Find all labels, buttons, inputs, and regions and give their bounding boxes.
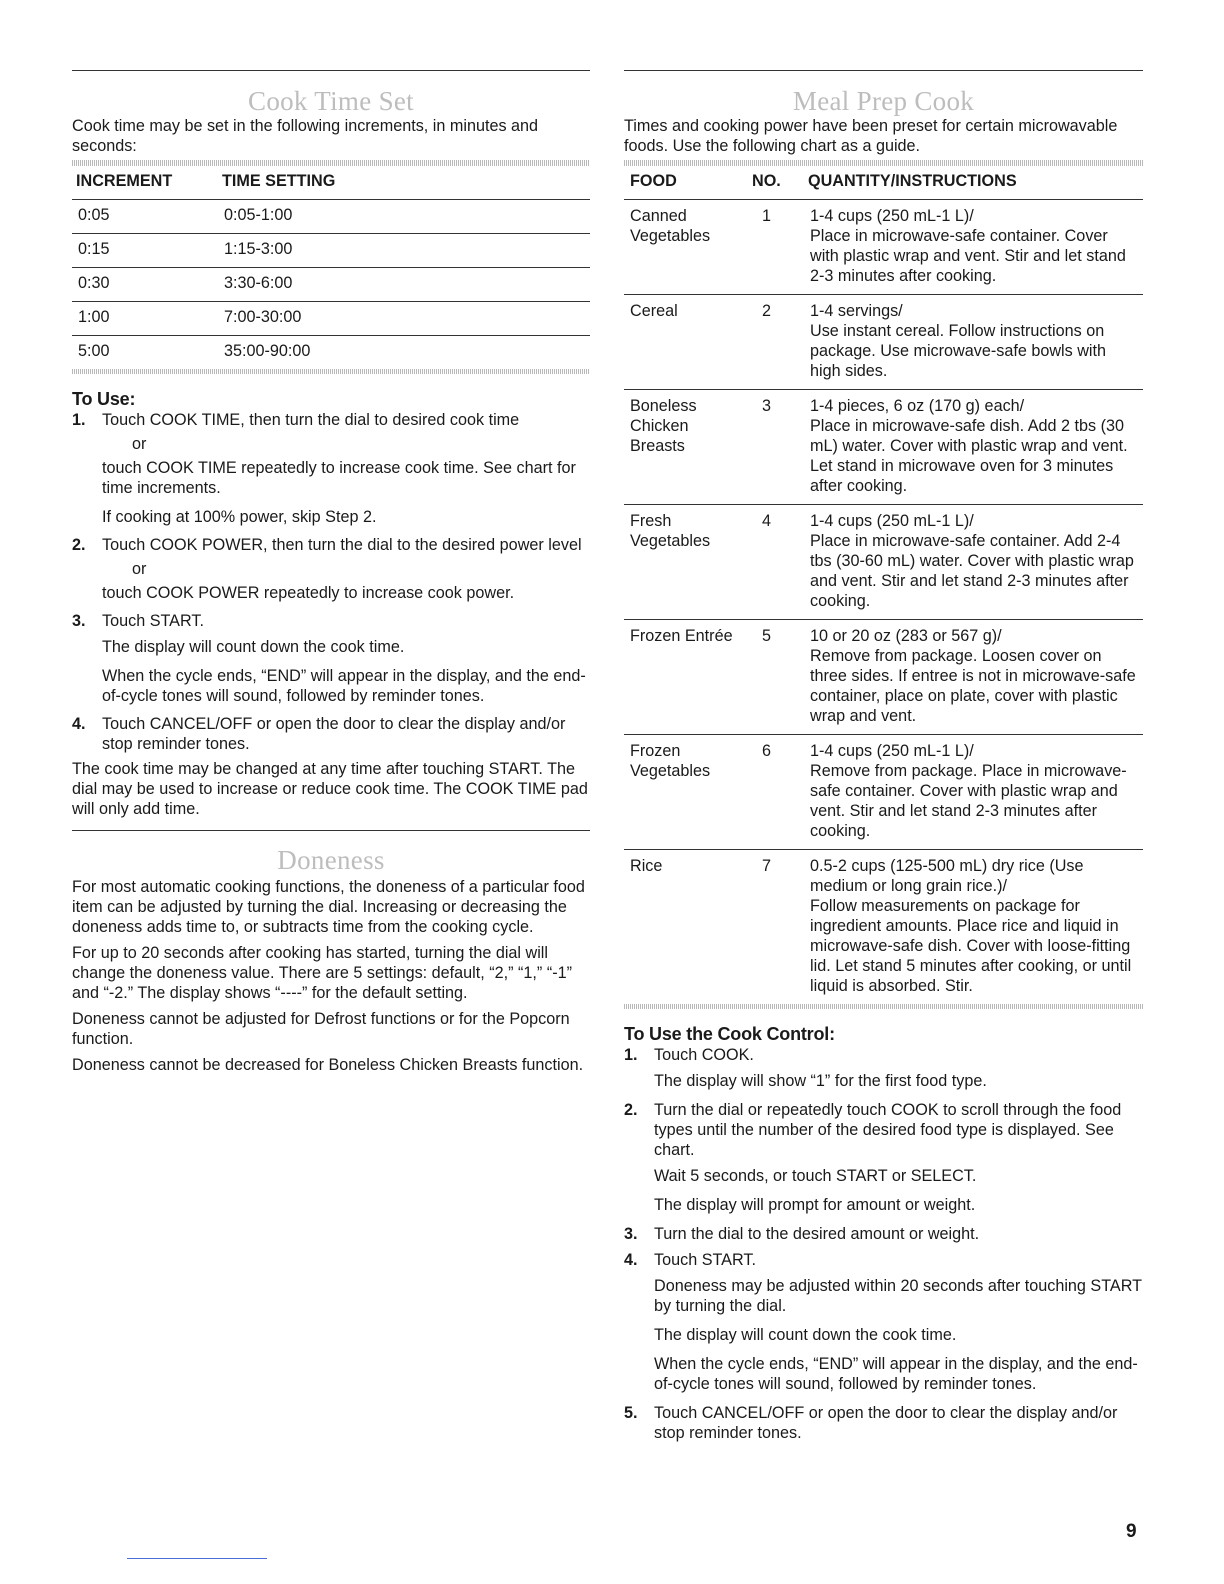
number-cell: 4 (748, 505, 804, 620)
number-cell: 1 (748, 200, 804, 295)
cook-time-set-title: Cook Time Set (248, 86, 414, 116)
time-setting-cell: 3:30-6:00 (218, 268, 590, 302)
cook-control-steps (624, 1045, 1143, 1443)
column-header: FOOD (624, 166, 748, 200)
table-bottom-border (624, 1004, 1143, 1009)
instructions-text: Remove from package. Loosen cover on three sides. If entree is not in microwave-safe container, place on plate, cover with plastic wrap and vent. (810, 647, 1136, 725)
instructions-cell (804, 295, 1143, 390)
cook-time-steps (72, 410, 590, 754)
step-text: Touch COOK POWER, then turn the dial to the desired power level (102, 536, 582, 554)
instructions-cell (804, 200, 1143, 295)
doneness-title: Doneness (277, 845, 385, 875)
instructions-text: Place in microwave-safe container. Add 2-4 tbs (30-60 mL) water. Cover with plastic wrap and vent. Stir and let stand 2-3 minutes after cooking. (810, 532, 1134, 610)
cook-time-closing: The cook time may be changed at any time after touching START. The dial may be used to increase or reduce cook time. The COOK TIME pad will only add time. (72, 760, 588, 818)
step-item (72, 714, 590, 754)
step-text: Touch CANCEL/OFF or open the door to clear the display and/or stop reminder tones. (654, 1404, 1118, 1442)
step-text: Turn the dial to the desired amount or weight. (654, 1225, 980, 1243)
step-item (72, 611, 590, 706)
step-alt-text: touch COOK TIME repeatedly to increase cook time. See chart for time increments. (102, 459, 576, 497)
step-text: Touch COOK. (654, 1046, 754, 1064)
food-cell: Rice (630, 857, 663, 875)
step-text: Touch START. (102, 612, 204, 630)
step-item (624, 1403, 1143, 1443)
section-divider (72, 830, 590, 831)
instructions-text: Place in microwave-safe dish. Add 2 tbs (30 mL) water. Cover with plastic wrap and vent. Let stand in microwave oven for 3 minutes after cooking. (810, 417, 1128, 495)
step-number: 3. (72, 612, 86, 630)
instructions-text: Use instant cereal. Follow instructions on package. Use microwave-safe bowls with high sides. (810, 322, 1106, 380)
section-divider (624, 70, 1143, 71)
increment-table (72, 166, 590, 369)
doneness-paragraph: Doneness cannot be adjusted for Defrost functions or for the Popcorn function. (72, 1010, 570, 1048)
column-header: QUANTITY/INSTRUCTIONS (804, 166, 1143, 200)
table-top-border (624, 160, 1143, 166)
step-number: 4. (624, 1251, 638, 1269)
increment-cell: 1:00 (72, 302, 218, 336)
meal-prep-intro: Times and cooking power have been preset for certain microwavable foods. Use the following chart as a guide. (624, 117, 1118, 155)
step-number: 1. (72, 411, 86, 429)
table-row (624, 850, 1143, 1005)
table-row (624, 620, 1143, 735)
number-cell: 5 (748, 620, 804, 735)
instructions-text: Place in microwave-safe container. Cover with plastic wrap and vent. Stir and let stand 2-3 minutes after cooking. (810, 227, 1126, 285)
food-cell: Fresh Vegetables (624, 505, 748, 620)
quantity-text: 1-4 cups (250 mL-1 L)/ (810, 512, 974, 530)
time-setting-cell: 0:05-1:00 (218, 200, 590, 234)
doneness-paragraph: For most automatic cooking functions, the doneness of a particular food item can be adjusted by turning the dial. Increasing or decreasing the doneness adds time to, or subtracts time from the cooking cycle. (72, 878, 585, 936)
quantity-text: 1-4 servings/ (810, 302, 903, 320)
step-text: Turn the dial or repeatedly touch COOK to scroll through the food types until the number of the desired food type is displayed. See chart. (654, 1101, 1122, 1159)
table-row (624, 505, 1143, 620)
food-chart-table (624, 166, 1143, 1004)
section-divider (72, 70, 590, 71)
step-item (624, 1250, 1143, 1394)
instructions-cell (804, 620, 1143, 735)
instructions-text: Follow measurements on package for ingredient amounts. Place rice and liquid in microwave-safe dish. Cover with loose-fitting lid. Let stand 5 minutes after cooking, or until liquid is absorbed. Stir. (810, 897, 1132, 995)
number-cell: 2 (748, 295, 804, 390)
step-item (624, 1100, 1143, 1215)
step-number: 1. (624, 1046, 638, 1064)
page-number: 9 (1126, 1521, 1137, 1542)
step-text: Touch COOK TIME, then turn the dial to desired cook time (102, 411, 520, 429)
increment-cell: 5:00 (78, 342, 110, 360)
to-use-heading: To Use: (72, 389, 136, 409)
or-text: or (132, 560, 147, 578)
time-setting-cell: 1:15-3:00 (218, 234, 590, 268)
food-cell: Cereal (624, 295, 748, 390)
table-row (72, 268, 590, 302)
step-note: Wait 5 seconds, or touch START or SELECT. (654, 1167, 977, 1185)
table-row (624, 735, 1143, 850)
step-number: 2. (624, 1101, 638, 1119)
step-number: 3. (624, 1225, 638, 1243)
quantity-text: 1-4 pieces, 6 oz (170 g) each/ (810, 397, 1025, 415)
step-text: Touch CANCEL/OFF or open the door to clear the display and/or stop reminder tones. (102, 715, 566, 753)
left-column (72, 70, 590, 1075)
step-item (72, 535, 590, 603)
step-text: Touch START. (654, 1251, 756, 1269)
step-note: The display will show “1” for the first food type. (654, 1072, 987, 1090)
increment-cell: 0:15 (72, 234, 218, 268)
number-cell: 7 (762, 857, 772, 875)
table-row (624, 390, 1143, 505)
step-alt-text: touch COOK POWER repeatedly to increase cook power. (102, 584, 515, 602)
doneness-paragraph: For up to 20 seconds after cooking has started, turning the dial will change the doneness value. There are 5 settings: default, “2,” “1,” “-1” and “-2.” The display shows “----” for the default setting. (72, 944, 572, 1002)
step-item (624, 1224, 1143, 1244)
step-note: The display will count down the cook time. (102, 638, 405, 656)
step-note: When the cycle ends, “END” will appear in the display, and the end-of-cycle tones will sound, followed by reminder tones. (654, 1355, 1138, 1393)
number-cell: 6 (748, 735, 804, 850)
table-row (72, 200, 590, 234)
table-bottom-border (72, 369, 590, 374)
step-note: If cooking at 100% power, skip Step 2. (102, 508, 377, 526)
step-number: 4. (72, 715, 86, 733)
instructions-cell (804, 735, 1143, 850)
food-cell: Frozen Vegetables (624, 735, 748, 850)
step-number: 2. (72, 536, 86, 554)
step-note: The display will count down the cook time. (654, 1326, 957, 1344)
column-header: NO. (748, 166, 804, 200)
quantity-text: 10 or 20 oz (283 or 567 g)/ (810, 627, 1002, 645)
table-row (72, 302, 590, 336)
step-item (624, 1045, 1143, 1091)
footer-link-line (127, 1558, 267, 1559)
instructions-cell (804, 505, 1143, 620)
step-note: The display will prompt for amount or weight. (654, 1196, 976, 1214)
table-row (624, 295, 1143, 390)
table-row (72, 336, 590, 370)
step-item (72, 410, 590, 527)
table-row (624, 200, 1143, 295)
meal-prep-cook-title: Meal Prep Cook (792, 86, 975, 116)
table-header-row (624, 166, 1143, 200)
food-cell: Canned Vegetables (624, 200, 748, 295)
cook-time-set-intro: Cook time may be set in the following increments, in minutes and seconds: (72, 117, 539, 155)
quantity-text: 0.5-2 cups (125-500 mL) dry rice (Use medium or long grain rice.)/ (810, 857, 1084, 895)
right-column (624, 70, 1143, 1443)
step-note: Doneness may be adjusted within 20 seconds after touching START by turning the dial. (654, 1277, 1142, 1315)
column-header: INCREMENT (72, 166, 218, 200)
table-top-border (72, 160, 590, 166)
quantity-text: 1-4 cups (250 mL-1 L)/ (810, 742, 974, 760)
step-note: When the cycle ends, “END” will appear in the display, and the end-of-cycle tones will sound, followed by reminder tones. (102, 667, 586, 705)
food-cell: Frozen Entrée (624, 620, 748, 735)
increment-cell: 0:30 (72, 268, 218, 302)
time-setting-cell: 7:00-30:00 (218, 302, 590, 336)
or-text: or (132, 435, 147, 453)
step-number: 5. (624, 1404, 638, 1422)
instructions-cell (804, 850, 1143, 1005)
number-cell: 3 (748, 390, 804, 505)
cook-control-heading: To Use the Cook Control: (624, 1024, 835, 1044)
increment-cell: 0:05 (72, 200, 218, 234)
time-setting-cell: 35:00-90:00 (224, 342, 311, 360)
instructions-cell (804, 390, 1143, 505)
instructions-text: Remove from package. Place in microwave-safe container. Cover with plastic wrap and vent. Stir and let stand 2-3 minutes after cooking. (810, 762, 1127, 840)
column-header: TIME SETTING (218, 166, 590, 200)
quantity-text: 1-4 cups (250 mL-1 L)/ (810, 207, 974, 225)
doneness-paragraph: Doneness cannot be decreased for Boneless Chicken Breasts function. (72, 1056, 584, 1074)
food-cell: Boneless Chicken Breasts (624, 390, 748, 505)
table-header-row (72, 166, 590, 200)
table-row (72, 234, 590, 268)
